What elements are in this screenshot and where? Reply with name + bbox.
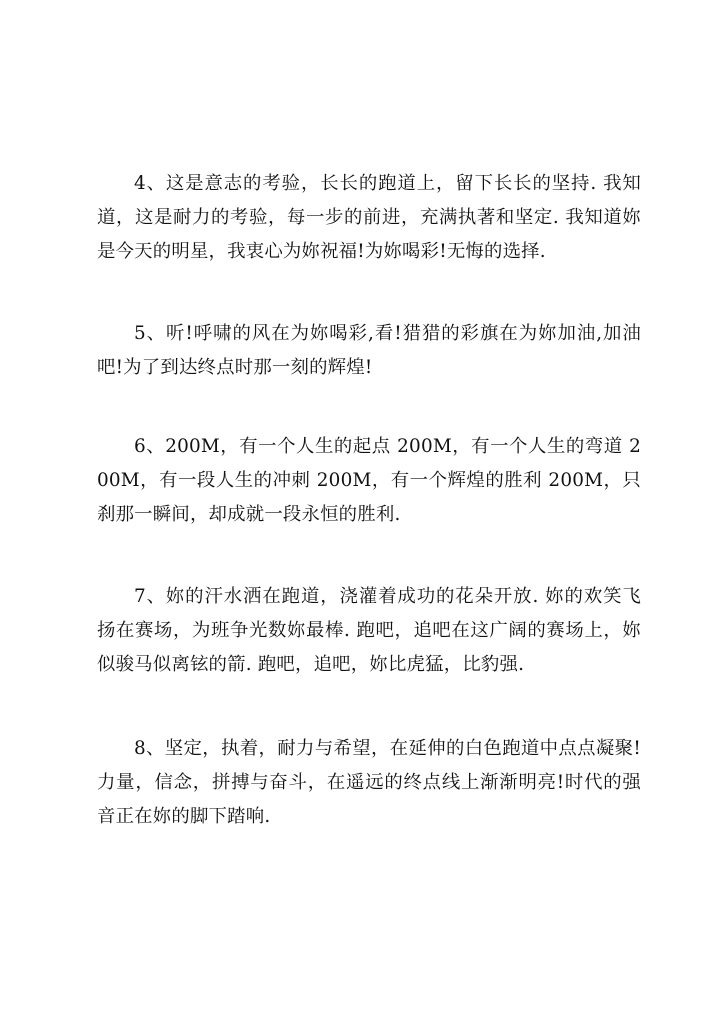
paragraph-4: 4、这是意志的考验，长长的跑道上，留下长长的坚持. 我知道，这是耐力的考验，每一步的前进，充满执著和坚定. 我知道妳是今天的明星，我衷心为妳祝福!为妳喝彩!无悔的选择. (97, 173, 641, 262)
paragraph-5: 5、听!呼啸的风在为妳喝彩,看!猎猎的彩旗在为妳加油,加油吧!为了到达终点时那一刻的辉煌! (97, 323, 641, 378)
paragraph-7: 7、妳的汗水洒在跑道，浇灌着成功的花朵开放. 妳的欢笑飞扬在赛场，为班争光数妳最棒. 跑吧，追吧在这广阔的赛场上，妳似骏马似离铉的箭. 跑吧，追吧，妳比虎猛，比豹强. (97, 586, 641, 675)
paragraph-6: 6、200M，有一个人生的起点 200M，有一个人生的弯道 200M，有一段人生的冲刺 200M，有一个辉煌的胜利 200M，只刹那一瞬间，却成就一段永恒的胜利. (97, 436, 641, 525)
paragraph-8: 8、坚定，执着，耐力与希望，在延伸的白色跑道中点点凝聚!力量，信念，拼搏与奋斗，在遥远的终点线上渐渐明亮!时代的强音正在妳的脚下踏响. (97, 738, 641, 827)
